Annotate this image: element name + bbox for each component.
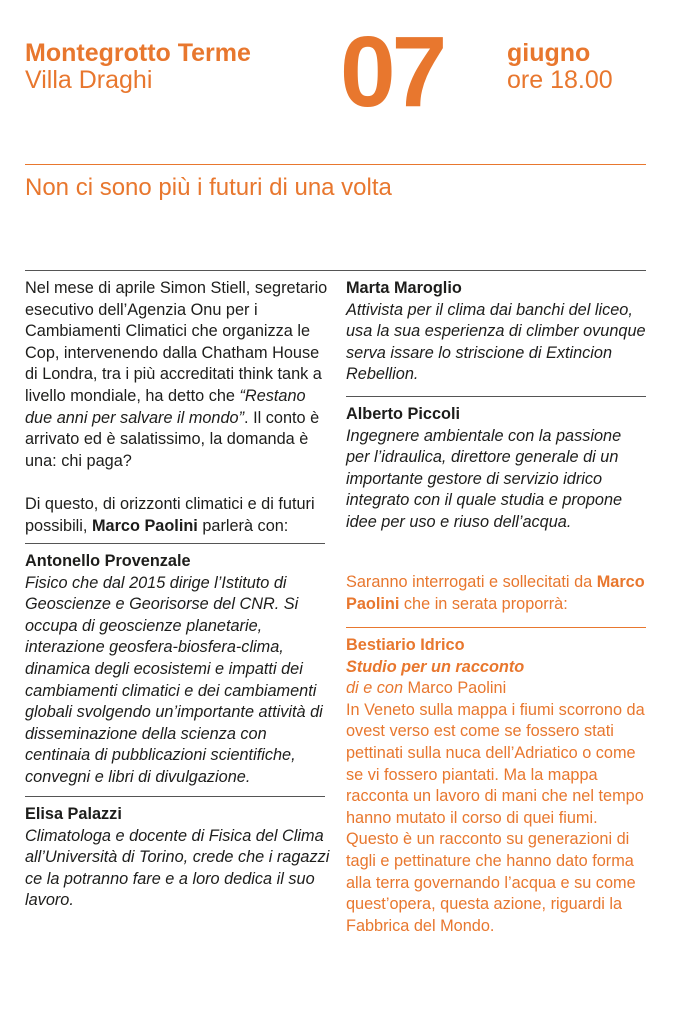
closing-lead-text: Saranno interrogati e sollecitati da xyxy=(346,573,597,591)
speaker-bio: Fisico che dal 2015 dirige l’Istituto di Geoscienze e Georisorse del CNR. Si occupa di geoscienze planetarie, interazione geosfera-biosfera-clima, dinamica degli ecosistemi e impatti dei cambiamenti climatici e dei cambiamenti globali svolgendo un’importante attività di disseminazione della scienza con centinaia di pubblicazioni scientifiche, convegni e libri di divulgazione. xyxy=(25,573,323,786)
show-title: Bestiario Idrico xyxy=(346,636,465,654)
event-time: ore 18.00 xyxy=(507,66,613,94)
speaker-divider xyxy=(346,396,646,397)
intro-quote: “Restano due anni per salvare il mondo” xyxy=(25,386,306,427)
show-credit xyxy=(346,678,646,700)
intro-text-1: Nel mese di aprile Simon Stiell, segretario esecutivo dell’Agenzia Onu per i Cambiamenti Climatici che organizza le Cop, intervenendo dalla Chatham House di Londra, tra i più accreditati think tank a livello mondiale, ha detto che xyxy=(25,279,328,405)
speaker-divider xyxy=(25,796,325,797)
intro-lead xyxy=(25,494,330,537)
show-card xyxy=(346,635,646,937)
show-credit-prefix: di e con xyxy=(346,679,404,698)
speaker-name: Antonello Provenzale xyxy=(25,552,191,570)
show-description: In Veneto sulla mappa i fiumi scorrono da ovest verso est come se fossero stati pettinati sulla nuca dell’Adriatico o come se vi fossero piantati. Ma la mappa racconta un lavoro di mani che nel tempo hanno mutato il corso di quei fiumi. Questo è un racconto su generazioni di tagli e pettinature che hanno dato forma alla terra governando l’acqua e su come quest’opera, questa azione, riguardi la Fabbrica del Mondo. xyxy=(346,700,645,935)
intro-lead-name: Marco Paolini xyxy=(91,516,198,535)
closing-lead-name: Marco Paolini xyxy=(346,573,645,613)
content-top-divider xyxy=(25,270,646,271)
closing-lead xyxy=(346,572,646,615)
header-divider xyxy=(25,164,646,165)
speaker-card xyxy=(346,404,646,534)
speaker-name: Alberto Piccoli xyxy=(346,405,460,423)
closing-lead-end: che in serata proporrà: xyxy=(399,594,568,613)
intro-lead-text: Di questo, di orizzonti climatici e di futuri possibili, xyxy=(25,495,315,535)
speaker-card xyxy=(25,804,330,912)
speaker-bio: Attivista per il clima dai banchi del liceo, usa la sua esperienza di climber ovunque serva issare lo striscione di Extincion Rebellion. xyxy=(346,300,646,384)
speaker-card xyxy=(25,551,330,789)
event-title: Non ci sono più i futuri di una volta xyxy=(25,174,392,201)
event-day: 07 xyxy=(340,16,444,128)
speaker-divider xyxy=(25,543,325,544)
intro-paragraph xyxy=(25,278,330,472)
speaker-name: Elisa Palazzi xyxy=(25,805,122,823)
left-column xyxy=(25,278,330,538)
speaker-bio: Ingegnere ambientale con la passione per l’idraulica, direttore generale di un importante gestore di servizio idrico integrato con il quale studia e propone idee per uso e riuso dell’acqua. xyxy=(346,426,623,531)
show-credit-name: Marco Paolini xyxy=(403,679,507,698)
show-subtitle: Studio per un racconto xyxy=(346,657,525,676)
speaker-card xyxy=(346,278,646,386)
show-divider xyxy=(346,627,646,628)
venue-place: Villa Draghi xyxy=(25,66,153,94)
intro-text-2: . Il conto è arrivato ed è salatissimo, la domanda è una: chi paga? xyxy=(25,408,320,470)
event-month: giugno xyxy=(507,39,591,67)
venue-city: Montegrotto Terme xyxy=(25,39,251,67)
speaker-name: Marta Maroglio xyxy=(346,279,462,297)
speaker-bio: Climatologa e docente di Fisica del Clima all’Università di Torino, crede che i ragazzi ce la potranno fare e a loro dedica il suo lavoro. xyxy=(25,826,330,910)
intro-lead-end: parlerà con: xyxy=(197,516,289,535)
